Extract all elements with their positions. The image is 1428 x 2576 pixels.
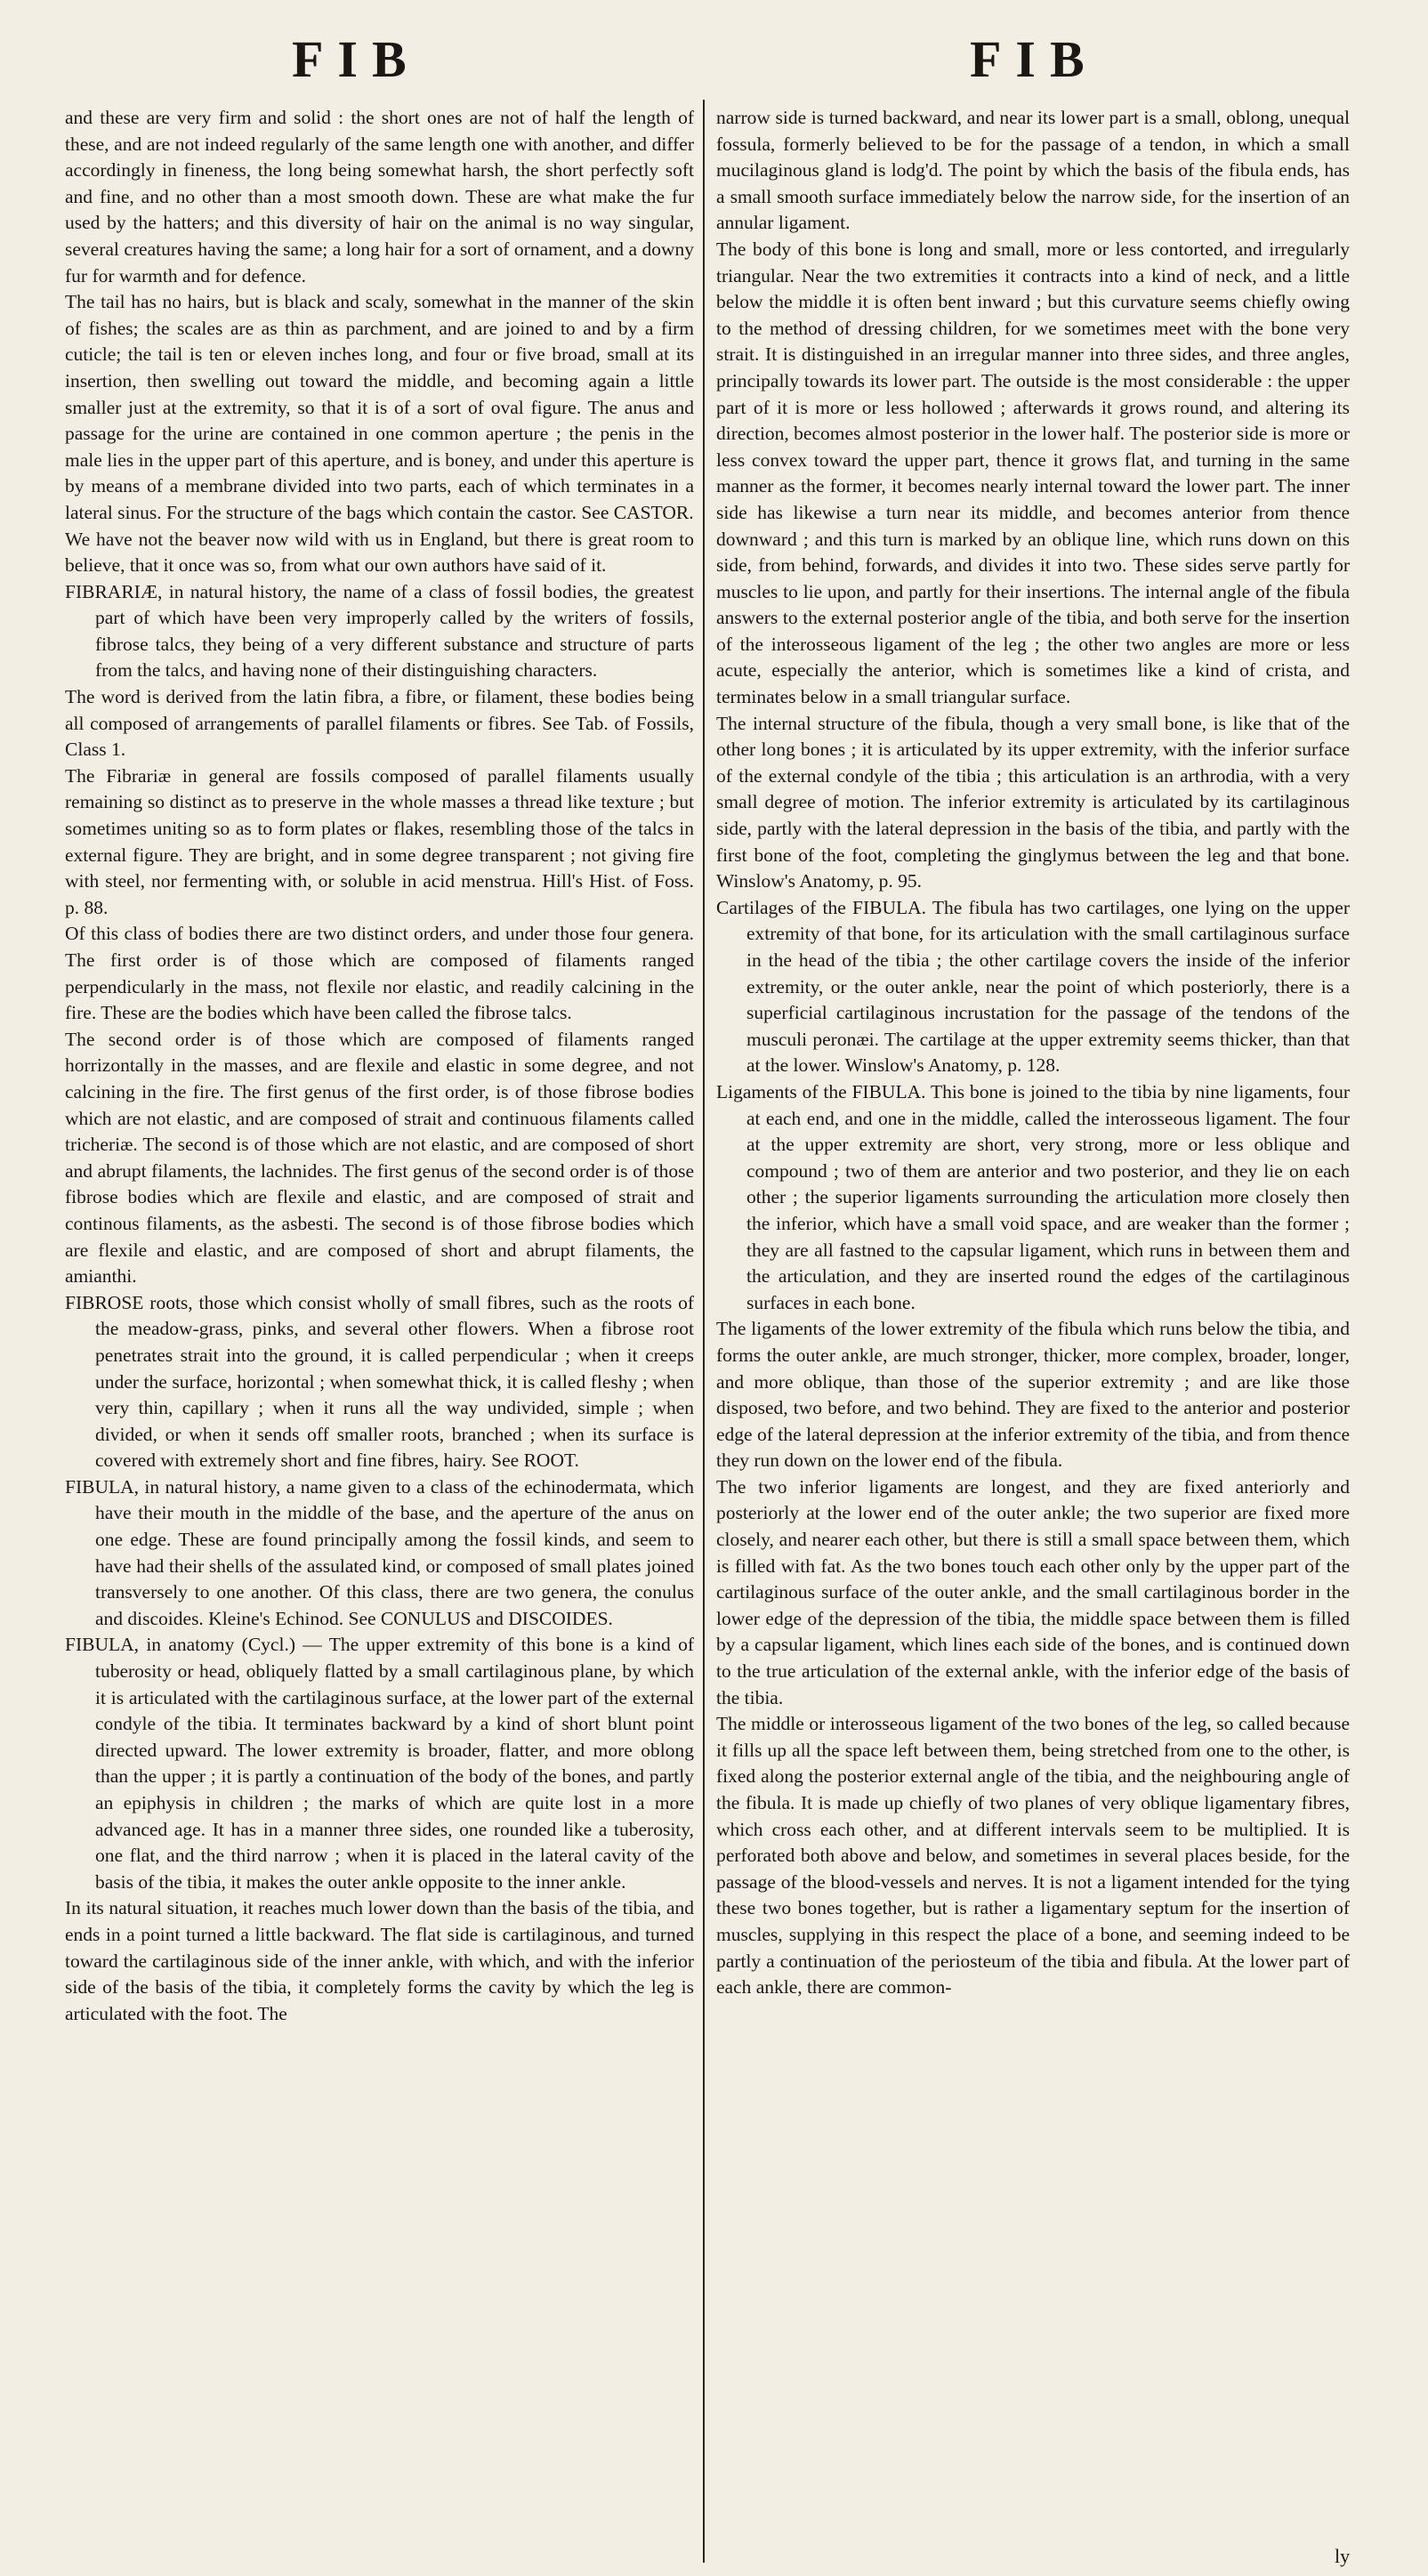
entry-paragraph: Cartilages of the FIBULA. The fibula has two cartilages, one lying on the upper extremity of that bone, for its articulation with the small cartilaginous surface in the head of the tibia ; the other cartilage covers the inside of the inferior extremity, or the outer ankle, near the point of which posteriorly, there is a superficial cartilaginous incrustation for the passage of the tendons of the musculi peronæi. The cartilage at the upper extremity seems thicker, than that at the lower. Winslow's Anatomy, p. 128. [716,896,1350,1077]
text-paragraph: The internal structure of the fibula, though a very small bone, is like that of the other long bones ; it is articulated by its upper extremity, with the inferior surface of the external condyle of the tibia ; this articulation is an arthrodia, with a very small degree of motion. The inferior extremity is articulated by its cartilaginous side, partly with the lateral depression in the basis of the tibia, and partly with the first bone of the foot, completing the ginglymus between the leg and that bone. Winslow's Anatomy, p. 95. [716,712,1350,892]
left-column [65,105,694,2570]
entry-paragraph: FIBULA, in natural history, a name given to a class of the echinodermata, which have their mouth in the middle of the base, and the aperture of the anus on one edge. These are found principally among the fossil kinds, and seem to have had their shells of the assulated kind, or composed of small plates joined transversely to one another. Of this class, there are two genera, the conulus and discoides. Kleine's Echinod. See CONULUS and DISCOIDES. [65,1475,694,1629]
text-paragraph: The body of this bone is long and small, more or less contorted, and irregularly triangular. Near the two extremities it contracts into a kind of neck, and a little below the middle it is often bent inward ; but this curvature seems chiefly owing to the method of dressing children, for we sometimes meet with the bone very strait. It is distinguished in an irregular manner into three sides, and three angles, principally towards its lower part. The outside is the most considerable : the upper part of it is more or less hollowed ; afterwards it grows round, and altering its direction, becomes almost posterior in the lower half. The posterior side is more or less convex toward the upper part, thence it grows flat, and turning in the same manner as the former, it becomes nearly internal toward the lower part. The inner side has likewise a turn near its middle, and becomes anterior from thence downward ; and this turn is marked by an oblique line, which runs down on this side, from behind, forwards, and divides it into two. These sides serve partly for muscles to lie upon, and partly for their insertions. The internal angle of the fibula answers to the external posterior angle of the tibia, and both serve for the insertion of the interosseous ligament of the leg ; the other two angles are more or less acute, especially the anterior, which is sometimes like a kind of crista, and terminates below in a small triangular surface. [716,238,1350,708]
text-paragraph: narrow side is turned backward, and near its lower part is a small, oblong, unequal fossula, formerly believed to be for the passage of a tendon, in which a small mucilaginous gland is lodg'd. The point by which the basis of the fibula ends, has a small smooth surface immediately below the narrow side, for the insertion of an annular ligament. [716,107,1350,234]
running-head-right: FIB [970,30,1099,88]
text-paragraph: The Fibrariæ in general are fossils composed of parallel filaments usually remaining so distinct as to preserve in the whole masses a thread like texture ; but sometimes uniting so as to form plates or flakes, resembling those of the talcs in external figure. They are bright, and in some degree transparent ; not giving fire with steel, nor fermenting with, or soluble in acid menstrua. Hill's Hist. of Foss. p. 88. [65,764,694,918]
text-paragraph: The middle or interosseous ligament of the two bones of the leg, so called because it fills up all the space left between them, being stretched from one to the other, is fixed along the posterior external angle of the tibia, and the neighbouring angle of the fibula. It is made up chiefly of two planes of very oblique ligamentary fibres, which cross each other, and at different intervals seem to be multiplied. It is perforated both above and below, and sometimes in several places beside, for the passage of the blood-vessels and nerves. It is not a ligament intended for the tying these two bones together, but is rather a ligamentary septum for the insertion of muscles, supplying in this respect the place of a bone, and seeming indeed to be partly a continuation of the periosteum of the tibia and fibula. At the lower part of each ankle, there are common- [716,1713,1350,1999]
text-paragraph: In its natural situation, it reaches much lower down than the basis of the tibia, and ends in a point turned a little backward. The flat side is cartilaginous, and turned toward the cartilaginous side of the inner ankle, with which, and with the inferior side of the basis of the tibia, it completely forms the cavity by which the leg is articulated with the foot. The [65,1897,694,2024]
catchword: ly [1335,2545,1351,2567]
text-paragraph: We have not the beaver now wild with us in England, but there is great room to believe, that it once was so, from what our own authors have said of it. [65,528,694,577]
running-head-left: FIB [292,30,421,88]
entry-paragraph: FIBRARIÆ, in natural history, the name of a class of fossil bodies, the greatest part of which have been very improperly called by the writers of fossils, fibrose talcs, they being of a very different substance and structure of parts from the talcs, and having none of their distinguishing characters. [65,580,694,682]
text-paragraph: The tail has no hairs, but is black and scaly, somewhat in the manner of the skin of fishes; the scales are as thin as parchment, and are joined to and by a firm cuticle; the tail is ten or eleven inches long, and four or five broad, small at its insertion, then swelling out toward the middle, and becoming again a little smaller just at the extremity, so that it is of a sort of oval figure. The anus and passage for the urine are contained in one common aperture ; the penis in the male lies in the upper part of this aperture, and is boney, and under this aperture is by means of a membrane divided into two parts, each of which terminates in a lateral sinus. For the structure of the bags which contain the castor. See CASTOR. [65,291,694,523]
entry-paragraph: Ligaments of the FIBULA. This bone is joined to the tibia by nine ligaments, four at each end, and one in the middle, called the interosseous ligament. The four at the upper extremity are short, very strong, more or less oblique and compound ; two of them are anterior and two posterior, and they lie on each other ; the superior ligaments surrounding the articulation more closely then the inferior, which have a small void space, and are weaker than the former ; they are all fastned to the capsular ligament, which runs in between them and the articulation, and they are inserted round the edges of the cartilaginous surfaces in each bone. [716,1080,1350,1313]
text-paragraph: and these are very firm and solid : the short ones are not of half the length of these, and are not indeed regularly of the same length one with another, and differ accordingly in fineness, the long being somewhat harsh, the short perfectly soft and fine, and no other than a most smooth down. These are what make the fur used by the hatters; and this diversity of hair on the animal is no way singular, several creatures having the same; a long hair for a sort of ornament, and a downy fur for warmth and for defence. [65,107,694,287]
text-paragraph: The second order is of those which are composed of filaments ranged horrizontally in the masses, and are flexile and elastic in some degree, and not calcining in the fire. The first genus of the first order, is of those fibrose bodies which are not elastic, and are composed of strait and continuous filaments called tricheriæ. The second is of those which are not elastic, and are composed of short and abrupt filaments, the lachnides. The first genus of the second order is of those fibrose bodies which are flexile and elastic, and are composed of strait and continous filaments, as the asbesti. The second is of those fibrose bodies which are flexile and elastic, and are composed of short and abrupt filaments, the amianthi. [65,1028,694,1288]
text-paragraph: The two inferior ligaments are longest, and they are fixed anteriorly and posteriorly at the lower end of the outer ankle; the two superior are fixed more closely, and nearer each other, but there is still a small space between them, which is filled with fat. As the two bones touch each other only by the upper part of the cartilaginous surface of the outer ankle, and the small cartilaginous border in the lower edge of the depression of the tibia, the middle space between them is filled by a capsular ligament, which lines each side of the bones, and is continued down to the true articulation of the external ankle, with the inferior edge of the basis of the tibia. [716,1475,1350,1708]
entry-paragraph: FIBROSE roots, those which consist wholly of small fibres, such as the roots of the meadow-grass, pinks, and several other flowers. When a fibrose root penetrates strait into the ground, it is called perpendicular ; when it creeps under the surface, horizontal ; when somewhat thick, it is called fleshy ; when very thin, capillary ; when it runs all the way undivided, simple ; when divided, or when it sends off smaller roots, branched ; when its surface is covered with extremely short and fine fibres, hairy. See ROOT. [65,1291,694,1472]
text-paragraph: Of this class of bodies there are two distinct orders, and under those four genera. The first order is of those which are composed of filaments ranged perpendicularly in the mass, not flexile nor elastic, and readily calcining in the fire. These are the bodies which have been called the fibrose talcs. [65,923,694,1024]
text-paragraph: The ligaments of the lower extremity of the fibula which runs below the tibia, and forms the outer ankle, are much stronger, thicker, more complex, broader, longer, and more oblique, than those of the superior extremity ; and are like those disposed, two before, and two behind. They are fixed to the anterior and posterior edge of the lateral depression at the inferior extremity of the tibia, and from thence they run down on the lower end of the fibula. [716,1318,1350,1472]
right-column [716,105,1350,2570]
entry-paragraph: FIBULA, in anatomy (Cycl.) — The upper extremity of this bone is a kind of tuberosity or head, obliquely flatted by a small cartilaginous plane, by which it is articulated with the cartilaginous surface, at the lower part of the external condyle of the tibia. It terminates backward by a kind of short blunt point directed upward. The lower extremity is broader, flatter, and more oblong than the upper ; it is partly a continuation of the body of the bones, and partly an epiphysis in children ; the marks of which are quite lost in a more advanced age. It has in a manner three sides, one rounded like a tuberosity, one flat, and the third narrow ; when it is placed in the lateral cavity of the basis of the tibia, it makes the outer ankle opposite to the inner ankle. [65,1634,694,1893]
column-divider [703,100,705,2563]
text-paragraph: The word is derived from the latin fibra, a fibre, or filament, these bodies being all composed of arrangements of parallel filaments or fibres. See Tab. of Fossils, Class 1. [65,686,694,761]
